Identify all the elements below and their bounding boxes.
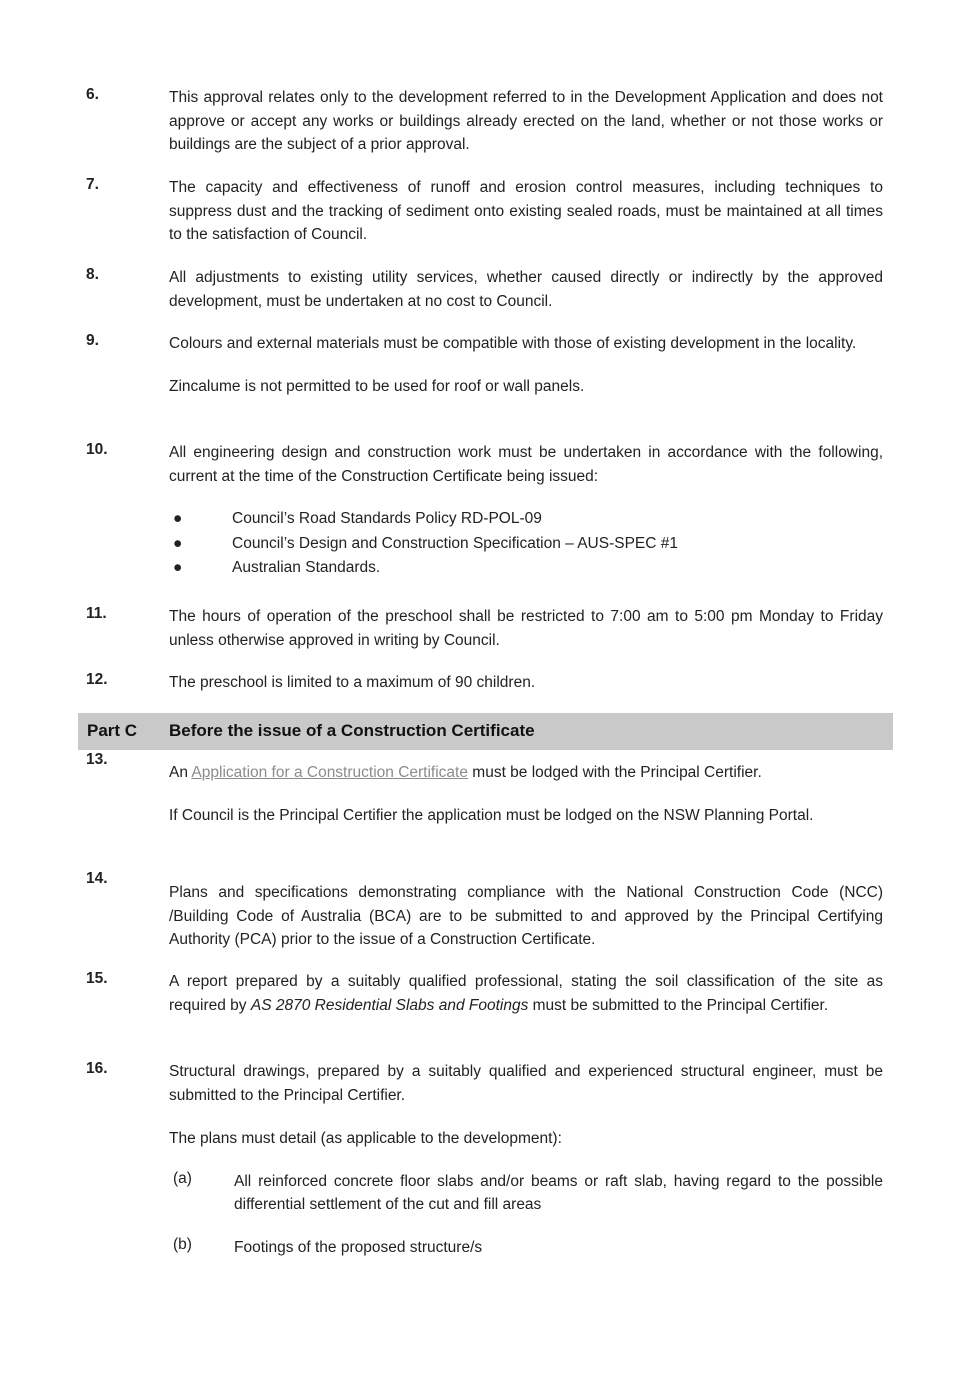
- condition-13: [86, 751, 883, 828]
- list-item: ● Council’s Design and Construction Specification – AUS-SPEC #1: [169, 532, 883, 557]
- condition-text: Structural drawings, prepared by a suitably qualified and experienced structural engineer, must be submitted to the Principal Certifier.: [169, 1063, 883, 1104]
- condition-text: Colours and external materials must be compatible with those of existing development in the locality.: [169, 335, 857, 352]
- condition-10: [86, 441, 883, 581]
- condition-7: [86, 176, 883, 247]
- list-item: ● Council’s Road Standards Policy RD-POL-09: [169, 507, 883, 532]
- condition-text: All adjustments to existing utility services, whether caused directly or indirectly by the approved development, must be undertaken at no cost to Council.: [169, 269, 883, 310]
- sub-item-label: (a): [173, 1169, 192, 1187]
- sub-item-text: Footings of the proposed structure/s: [234, 1239, 483, 1257]
- part-c-heading: [78, 713, 893, 750]
- condition-number: 12.: [86, 671, 108, 688]
- condition-text: The hours of operation of the preschool shall be restricted to 7:00 am to 5:00 pm Monday to Friday unless otherwise approved in writing by Council.: [169, 608, 883, 649]
- condition-text: The preschool is limited to a maximum of 90 children.: [169, 674, 536, 691]
- sub-item-a: [169, 1170, 883, 1217]
- condition-8: [86, 266, 883, 313]
- condition-number: 13.: [86, 751, 108, 768]
- condition-text: The capacity and effectiveness of runoff and erosion control measures, including techniques to suppress dust and the tracking of sediment onto existing sealed roads, must be maintained at all times to the satisfaction of Council.: [169, 179, 883, 244]
- condition-text: Zincalume is not permitted to be used for roof or wall panels.: [169, 378, 585, 396]
- part-title: Before the issue of a Construction Certificate: [169, 721, 535, 740]
- condition-16: [86, 1060, 883, 1260]
- condition-12: [86, 671, 883, 695]
- condition-text: Plans and specifications demonstrating compliance with the National Construction Code (NCC) /Building Code of Australia (BCA) are to be submitted to and approved by the Principal Certifying Authority (PCA) prior to the issue of a Construction Certificate.: [169, 884, 883, 949]
- standards-list: [169, 507, 883, 581]
- condition-15: [86, 970, 883, 1017]
- condition-text: All engineering design and construction work must be undertaken in accordance with the following, current at the time of the Construction Certificate being issued:: [169, 444, 883, 485]
- condition-text: If Council is the Principal Certifier the application must be lodged on the NSW Planning Portal.: [169, 807, 814, 825]
- bullet-icon: ●: [173, 559, 183, 577]
- list-item: ● Australian Standards.: [169, 556, 883, 581]
- bullet-icon: ●: [173, 534, 183, 552]
- condition-number: 8.: [86, 266, 99, 283]
- sub-item-text: All reinforced concrete floor slabs and/or beams or raft slab, having regard to the possible differential settlement of the cut and fill areas: [234, 1172, 883, 1214]
- condition-number: 10.: [86, 441, 108, 458]
- condition-number: 16.: [86, 1060, 108, 1077]
- condition-14: [86, 870, 883, 952]
- condition-number: 9.: [86, 332, 99, 349]
- part-label: Part C: [87, 721, 138, 740]
- condition-number: 6.: [86, 86, 99, 103]
- sub-item-b: [169, 1236, 883, 1260]
- condition-text: The plans must detail (as applicable to the development):: [169, 1129, 562, 1147]
- condition-6: [86, 86, 883, 157]
- condition-number: 11.: [86, 605, 107, 622]
- condition-text: A report prepared by a suitably qualified professional, stating the soil classification of the site as required by AS 2870 Residential Slabs and Footings must be submitted to the Principal Certifier.: [169, 973, 883, 1014]
- bullet-icon: ●: [173, 510, 183, 528]
- condition-text: This approval relates only to the development referred to in the Development Application and does not approve or accept any works or buildings already erected on the land, whether or not those works or buildings are the subject of a prior approval.: [169, 89, 883, 154]
- condition-number: 15.: [86, 970, 108, 987]
- condition-text: An Application for a Construction Certificate must be lodged with the Principal Certifier.: [169, 764, 762, 781]
- condition-number: 7.: [86, 176, 99, 193]
- sub-item-label: (b): [173, 1236, 192, 1254]
- condition-number: 14.: [86, 870, 108, 887]
- condition-9: [86, 332, 883, 399]
- condition-11: [86, 605, 883, 652]
- construction-certificate-link[interactable]: Application for a Construction Certificate: [191, 764, 468, 781]
- standard-reference: AS 2870 Residential Slabs and Footings: [250, 996, 529, 1014]
